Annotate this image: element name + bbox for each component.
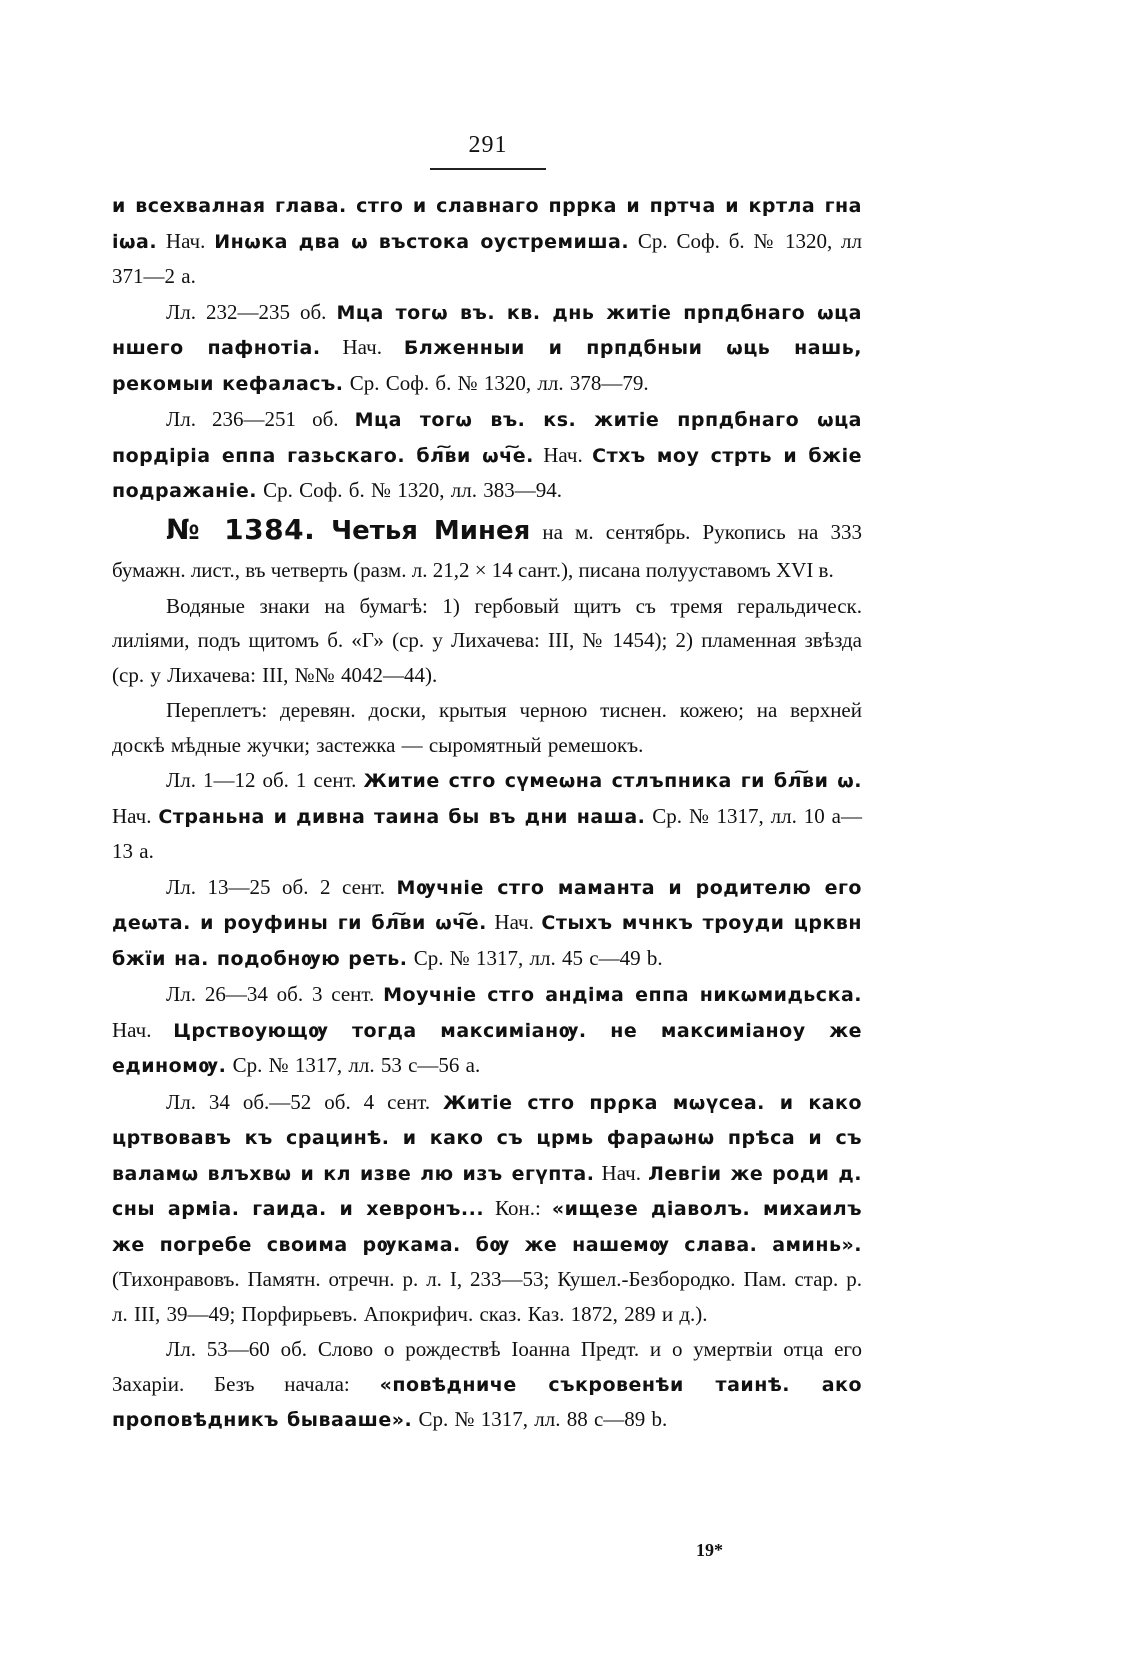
printer-signature: 19*: [696, 1540, 723, 1560]
paragraph-text: Нач.: [533, 442, 593, 467]
paragraph-text: Переплетъ: деревян. доски, крытыя черною тиснен. кожею; на верхней доскѣ мѣдные жучки; застежка — сыромятный ремешокъ.: [112, 698, 862, 757]
paragraph-text: Нач.: [112, 803, 159, 828]
church-slavonic-quote: Моучніе стго андіма еппа никωмидьска.: [383, 984, 862, 1006]
paragraph-text: Ср. № 1317, лл. 88 с—89 b.: [412, 1407, 668, 1431]
paragraph-text: Нач.: [112, 1017, 174, 1042]
entry-title: Четья Минея: [315, 515, 531, 546]
paragraph-text: Лл. 232—235 об.: [166, 299, 337, 324]
text-paragraph: [112, 870, 862, 977]
entry-heading-paragraph: [112, 511, 862, 589]
paragraph-text: Лл. 26—34 об. 3 сент.: [166, 982, 384, 1006]
paragraph-text: Лл. 236—251 об.: [166, 407, 355, 431]
paragraph-text: Лл. 34 об.—52 об. 4 сент.: [166, 1089, 444, 1114]
church-slavonic-quote: Инωка два ω въстока оустремиша.: [214, 230, 630, 253]
church-slavonic-quote: Левгіи же роди д. сны армiа. гаида. и хевронъ...: [112, 1162, 862, 1220]
church-slavonic-quote: Блженныи и прпдбныи ωць нашь, рекомыи кефаласъ.: [112, 337, 862, 395]
paragraph-text: Ср. Соф. б. № 1320, лл. 378—79.: [343, 370, 649, 395]
page-number: 291: [468, 132, 508, 158]
church-slavonic-quote: «ищезе діаволъ. михаилъ же погребе своима рѹкама. бѹ же нашемѹ слава. аминь».: [112, 1198, 862, 1256]
church-slavonic-quote: Житіе стго прρка мωүсеа. и како цртвовавъ къ срацинѣ. и како съ црмь фараωнѡ прѣса и съ валамω влъхвѡ и кл изве лю изъ егүпта.: [112, 1091, 863, 1185]
church-slavonic-quote: Мца тогω въ. кв. днь житіе прпдбнаго ωца ншего пафнотіа.: [112, 301, 862, 359]
church-slavonic-quote: Мѹчніе стго мамантa и родителю его деωта. и роуфины ги бл͠ви ωч͠е.: [112, 876, 862, 934]
church-slavonic-quote: Житие стго сүмеωна стлъпника ги бл͠ви ω.: [363, 770, 862, 792]
paragraph-text: Кон.:: [484, 1196, 552, 1220]
paragraph-text: (Тихонравовъ. Памятн. отречн. р. л. I, 233—53; Кушел.-Безбородко. Пам. стар. р. л. III, 39—49; Порфирьевъ. Апокрифич. сказ. Каз. 1872, 289 и д.).: [112, 1267, 862, 1326]
church-slavonic-quote: Страньна и дивна таина бы въ дни наша.: [158, 805, 646, 828]
text-paragraph: [112, 763, 862, 869]
paragraph-text: Водяные знаки на бумагѣ: 1) гербовый щитъ съ тремя геральдическ. лиліями, подъ щитомъ б. «Г» (ср. у Лихачева: III, № 1454); 2) пламенная звѣзда (ср. у Лихачева: III, №№ 4042—44).: [112, 593, 862, 687]
text-paragraph: [112, 1085, 862, 1332]
text-paragraph: [112, 589, 862, 693]
paragraph-text: Лл. 53—60 об. Слово о рождествѣ Іоанна Предт. и о умертвіи отца его Захаріи. Безъ начала:: [112, 1337, 862, 1396]
text-paragraph: [112, 1332, 862, 1438]
text-content: [112, 188, 862, 1439]
paragraph-text: Нач.: [486, 910, 542, 934]
paragraph-text: Ср. Соф. б. № 1320, лл. 383—94.: [256, 478, 562, 502]
paragraph-text: Ср. Соф. б. № 1320, лл 371—2 а.: [112, 228, 862, 288]
text-paragraph: [112, 402, 862, 509]
church-slavonic-quote: и всехвалная глава. стго и славнаго пррка и пртча и кртла гна іωа.: [112, 195, 862, 253]
text-paragraph: [112, 977, 862, 1084]
text-paragraph: [112, 188, 862, 294]
paragraph-text: Ср. № 1317, лл. 10 а—13 а.: [112, 803, 862, 863]
church-slavonic-quote: Црствоующѹ тогда максиміанѹ. не максиміаноу же единомѹ.: [112, 1019, 862, 1077]
page-number-rule: [430, 168, 546, 170]
paragraph-text: Лл. 13—25 об. 2 сент.: [166, 874, 397, 899]
paragraph-text: Нач.: [157, 228, 215, 253]
paragraph-text: Нач.: [594, 1160, 649, 1185]
church-slavonic-quote: Стыхъ мчнкъ троуди црквн бжїи на. подобнѹю реть.: [112, 912, 862, 970]
entry-number: № 1384.: [166, 512, 316, 546]
church-slavonic-quote: Стхъ моу стрть и бжіе подражаніе.: [112, 444, 862, 502]
paragraph-text: Лл. 1—12 об. 1 сент.: [166, 768, 364, 792]
paragraph-text: Ср. № 1317, лл. 53 с—56 а.: [226, 1053, 481, 1077]
paragraph-text: Нач.: [320, 335, 404, 359]
church-slavonic-quote: «повѣдниче съкровенѣи таинѣ. ако проповѣдникъ бывааше».: [112, 1373, 862, 1431]
paragraph-text: на м. сентябрь. Рукопись на 333 бумажн. лист., въ четверть (разм. л. 21,2 × 14 сант.), писана полууставомъ XVI в.: [112, 519, 862, 582]
text-paragraph: [112, 295, 862, 402]
church-slavonic-quote: Мца тогω въ. кѕ. житіе прпдбнаго ωца пордіріа еппа газьскаго. бл͠ви ωч͠е.: [112, 409, 862, 467]
text-paragraph: [112, 693, 862, 762]
paragraph-text: Ср. № 1317, лл. 45 с—49 b.: [407, 945, 663, 970]
